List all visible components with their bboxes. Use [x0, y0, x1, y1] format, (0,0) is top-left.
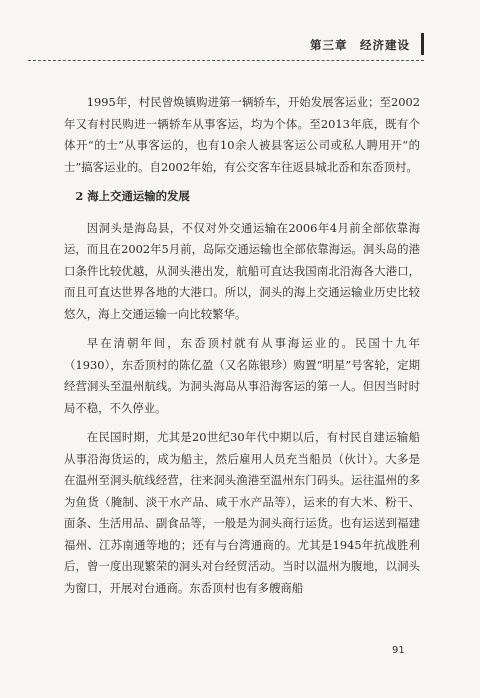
- section-heading: 2 海上交通运输的发展: [75, 189, 190, 203]
- paragraph-sea-transport-intro: 因洞头是海岛县，不仅对外交通运输在2006年4月前全部依靠海运，而且在2002年5月前，岛际交通运输也全部依靠海运。洞头岛的港口条件比较优越，从洞头港出发，航船可直达我国南北沿海各大港口，而且可直达世界各地的大港口。所以，洞头的海上交通运输业历史比较悠久，海上交通运输一向比较繁华。: [64, 220, 420, 321]
- page-number: 91: [392, 645, 405, 656]
- chapter-header: 第三章 经济建设: [310, 38, 410, 52]
- paragraph-qing-dynasty-shipping: 早在清朝年间，东岙顶村就有从事海运业的。民国十九年（1930），东岙顶村的陈亿盈（又名陈银珍）购置“明星”号客轮，定期经营洞头至温州航线。为洞头海岛从事沿海客运的第一人。但因当时时局不稳，不久停业。: [64, 336, 420, 415]
- page-body: [64, 92, 420, 607]
- header-vertical-bar: [421, 33, 424, 55]
- paragraph-republic-era-shipping: 在民国时期，尤其是20世纪30年代中期以后，有村民自建运输船从事沿海货运的，成为船主，然后雇用人员充当船员（伙计）。大多是在温州至洞头航线经营，往来洞头渔港至温州东门码头。运往温州的多为鱼货（腌制、淡干水产品、咸干水产品等），运来的有大米、粉干、面条、生活用品、副食品等，一般是为洞头商行运货。也有运送到福建福州、江苏南通等地的；还有与台湾通商的。尤其是1945年抗战胜利后，曾一度出现繁荣的洞头对台经贸活动。当时以温州为腹地，以洞头为窗口，开展对台通商。东岙顶村也有多艘商船: [64, 430, 420, 595]
- paragraph-road-transport: 1995年，村民曾焕镇购进第一辆轿车，开始发展客运业；至2002年又有村民购进一辆轿车从事客运，均为个体。至2013年底，既有个体开“的士”从事客运的，也有10余人被县客运公司或私人聘用开“的士”搞客运业的。自2002年始，有公交客车往返县城北岙和东岙顶村。: [64, 95, 420, 174]
- header-dashed-rule: [28, 60, 424, 61]
